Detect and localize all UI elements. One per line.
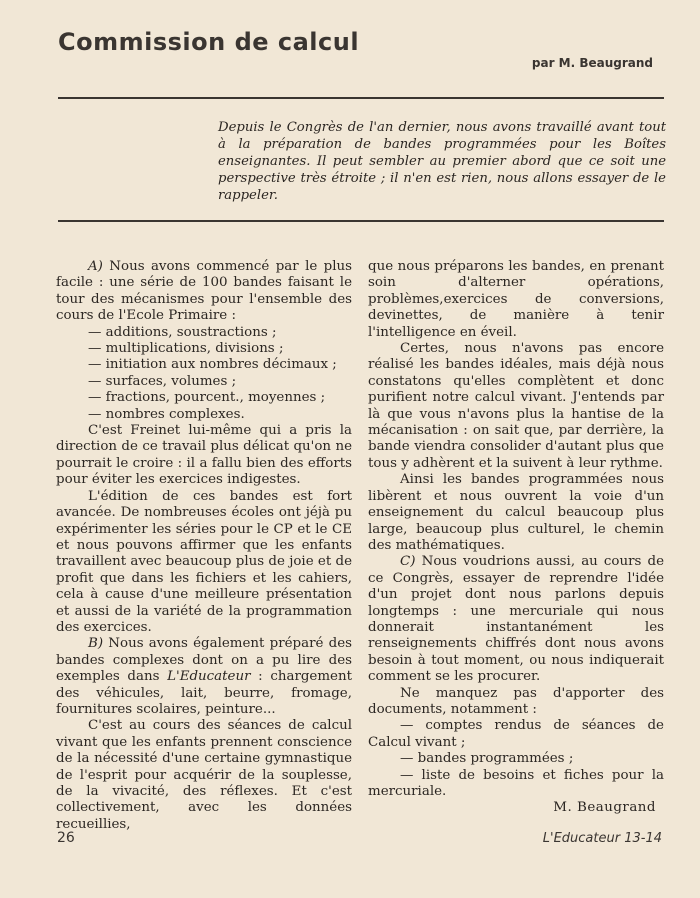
paragraph-c: [368, 554, 664, 685]
paragraph-edition: L'édition de ces bandes est fort avancée. De nombreuses écoles ont jéjà pu expérimenter les séries pour le CP et le CE et nous pouvons affirmer que les enfants travaillent avec beaucoup plus de joie et de profit que dans les fichiers et les cahiers, cela à cause d'une meilleure présentation et aussi de la variété de la programmation des exercices.: [56, 488, 352, 635]
signature: M. Beaugrand: [553, 800, 656, 816]
paragraph-continuation: que nous préparons les bandes, en prenant soin d'alterner opérations, problèmes,exercices de conversions, devinettes, de manière à tenir l'intelligence en éveil.: [368, 259, 664, 340]
journal-footer: L'Educateur 13-14: [542, 831, 662, 846]
paragraph-b-text-2: : chargement des véhicules, lait, beurre, fromage, fournitures scolaires, peinture...: [56, 669, 352, 717]
author-byline: par M. Beaugrand: [531, 56, 653, 70]
list-item: — additions, soustractions ;: [88, 324, 277, 340]
article-title: Commission de calcul: [58, 28, 360, 56]
right-column: [368, 259, 664, 817]
list-item: — multiplications, divisions ;: [88, 341, 284, 357]
left-column: [56, 259, 352, 833]
paragraph-documents: Ne manquez pas d'apporter des documents, notamment :: [368, 685, 664, 717]
section-mark-b: B): [88, 636, 104, 652]
paragraph-a-text: Nous avons commencé par le plus facile : une série de 100 bandes faisant le tour des mécanismes pour l'ensemble des cours de l'Ecole Primaire :: [56, 259, 353, 324]
list-item: — surfaces, volumes ;: [88, 373, 237, 389]
paragraph-b-text-1: Nous avons également préparé des bandes complexes dont on a pu lire des exemples dans: [56, 636, 352, 685]
list-item: — initiation aux nombres décimaux ;: [88, 357, 337, 373]
paragraph-seances: C'est au cours des séances de calcul vivant que les enfants prennent conscience de la nécessité d'une certaine gymnastique de l'esprit pour acquérir de la souplesse, de la vivacité, des réflexes. Et c'est collectivement, avec les données recueillies,: [56, 718, 352, 832]
list-item: — comptes rendus de séances de Calcul vivant ;: [368, 718, 664, 750]
intro-paragraph: Depuis le Congrès de l'an dernier, nous avons travaillé avant tout à la préparation de bandes programmées pour les Boîtes enseignantes. Il peut sembler au premier abord que ce soit une perspective très étroite ; il n'en est rien, nous allons essayer de le rappeler.: [218, 120, 666, 203]
paragraph-a: [56, 259, 352, 325]
list-item: — liste de besoins et fiches pour la mercuriale.: [368, 767, 664, 799]
paragraph-c-text: Nous voudrions aussi, au cours de ce Congrès, essayer de reprendre l'idée d'un projet dont nous parlons depuis longtemps : une mercuriale qui nous donnerait instantanément les renseignements chiffrés dont nous avons besoin à tout moment, ou nous indiquerait comment se les procurer.: [368, 554, 664, 685]
page-number: 26: [57, 830, 75, 846]
top-rule: [58, 97, 664, 99]
paragraph-b: [56, 636, 352, 718]
paragraph-freinet: C'est Freinet lui-même qui a pris la direction de ce travail plus délicat qu'on ne pourrait le croire : il a fallu bien des efforts pour éviter les exercices indigestes.: [56, 423, 352, 488]
list-item: — fractions, pourcent., moyennes ;: [88, 390, 326, 406]
paragraph-certes: Certes, nous n'avons pas encore réalisé les bandes idéales, mais déjà nous constatons qu'elles complètent et donc purifient notre calcul vivant. J'entends par là que vous n'avons plus la hantise de la mécanisation : on sait que, par derrière, la bande viendra consolider d'autant plus que tous y adhèrent et la suivent à leur rythme.: [368, 341, 664, 471]
paragraph-ainsi: Ainsi les bandes programmées nous libèrent et nous ouvrent la voie d'un enseignement du calcul beaucoup plus large, beaucoup plus culturel, le chemin des mathématiques.: [368, 472, 664, 553]
journal-reference: L'Educateur: [167, 669, 251, 685]
section-mark-c: C): [400, 554, 416, 570]
list-item: — nombres complexes.: [88, 406, 245, 422]
list-item: — bandes programmées ;: [400, 751, 574, 767]
section-mark-a: A): [88, 259, 103, 274]
bottom-rule: [58, 220, 664, 222]
